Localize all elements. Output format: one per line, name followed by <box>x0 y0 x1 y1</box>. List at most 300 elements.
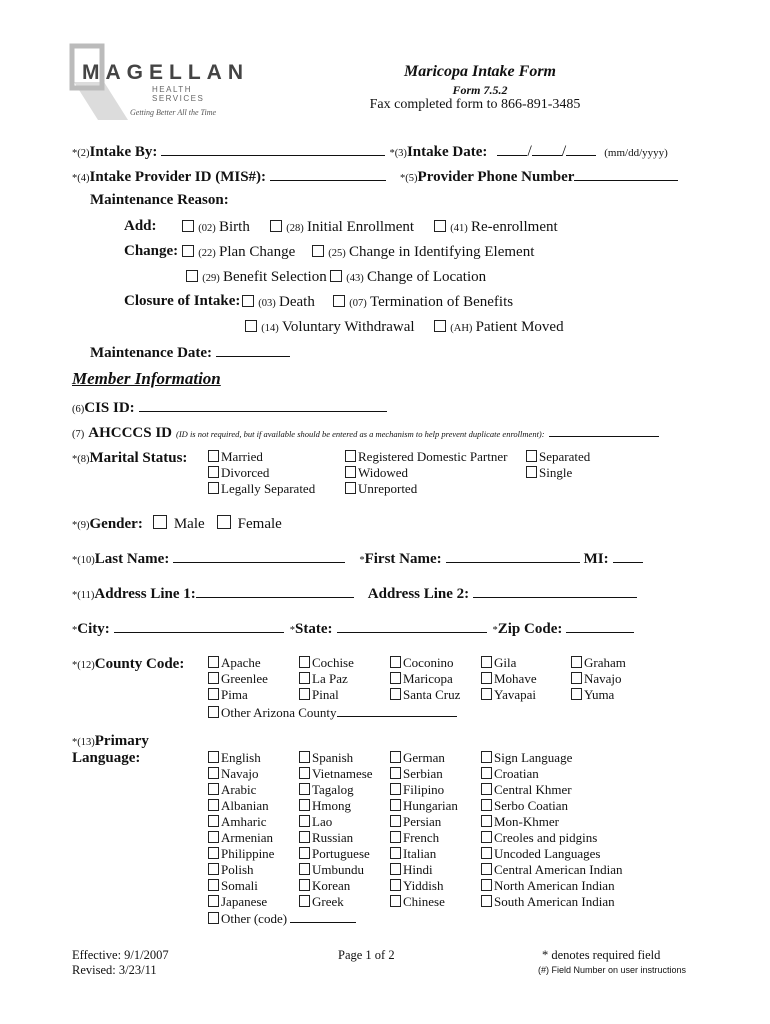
ahcccs-label: AHCCCS ID <box>88 425 173 441</box>
code-41: (41) <box>450 223 468 234</box>
footer-revised: Revised: 3/23/11 <box>72 963 157 977</box>
intake-by-label: Intake By: <box>89 144 158 160</box>
label-language-other: Other (code) <box>221 911 288 926</box>
provider-id-label: Intake Provider ID (MIS#): <box>89 169 267 185</box>
option-initial-enrollment[interactable] <box>270 219 414 236</box>
language-option[interactable] <box>208 766 259 782</box>
option-death[interactable] <box>242 294 315 311</box>
checkbox-benefit-selection[interactable] <box>186 270 198 282</box>
language-checkbox[interactable] <box>299 831 310 843</box>
language-option[interactable] <box>481 782 572 798</box>
label-single: Single <box>539 465 573 480</box>
intake-date-year[interactable] <box>566 143 596 156</box>
language-option[interactable] <box>390 798 458 814</box>
language-option[interactable] <box>481 750 572 766</box>
language-option[interactable] <box>390 846 436 862</box>
checkbox-divorced[interactable] <box>208 466 219 478</box>
intake-date-label: Intake Date: <box>406 144 488 160</box>
marital-domestic-partner[interactable] <box>345 449 507 465</box>
intake-by-field[interactable] <box>161 143 385 156</box>
language-checkbox[interactable] <box>481 799 492 811</box>
cis-num: (6) <box>72 404 85 415</box>
language-label: Central Khmer <box>494 782 572 797</box>
language-option[interactable] <box>481 862 623 878</box>
gender-label: Gender: <box>89 516 143 532</box>
company-logo <box>68 42 249 122</box>
label-unreported: Unreported <box>358 481 418 496</box>
language-checkbox[interactable] <box>481 767 492 779</box>
language-option[interactable] <box>299 894 344 910</box>
language-checkbox[interactable] <box>208 847 219 859</box>
county-label: Navajo <box>584 671 622 686</box>
mi-field[interactable] <box>613 550 643 563</box>
language-checkbox[interactable] <box>208 863 219 875</box>
language-option[interactable] <box>481 798 568 814</box>
language-checkbox[interactable] <box>208 783 219 795</box>
label-legally-separated: Legally Separated <box>221 481 316 496</box>
language-checkbox[interactable] <box>390 879 401 891</box>
code-43: (43) <box>346 273 364 284</box>
checkbox-married[interactable] <box>208 450 219 462</box>
language-other[interactable] <box>208 910 356 927</box>
county-checkbox[interactable] <box>390 688 401 700</box>
language-option[interactable] <box>208 846 274 862</box>
county-label: Yavapai <box>494 687 537 702</box>
label-initial-enrollment: Initial Enrollment <box>307 219 415 235</box>
language-option[interactable] <box>481 846 601 862</box>
zip-field[interactable] <box>566 620 634 633</box>
county-checkbox[interactable] <box>571 688 582 700</box>
language-checkbox[interactable] <box>481 831 492 843</box>
language-option[interactable] <box>390 862 433 878</box>
county-option[interactable] <box>208 687 248 703</box>
code-22: (22) <box>198 248 216 259</box>
language-option[interactable] <box>208 814 266 830</box>
checkbox-plan-change[interactable] <box>182 245 194 257</box>
option-change-identifying[interactable] <box>312 244 534 261</box>
language-checkbox[interactable] <box>299 895 310 907</box>
language-num: *(13) <box>72 737 95 748</box>
language-option[interactable] <box>208 862 254 878</box>
provider-id-field[interactable] <box>270 168 386 181</box>
intake-row-2 <box>72 168 678 186</box>
county-label: Maricopa <box>403 671 453 686</box>
county-checkbox[interactable] <box>481 672 492 684</box>
label-domestic-partner: Registered Domestic Partner <box>358 449 508 464</box>
language-option[interactable] <box>299 878 350 894</box>
intake-date-month[interactable] <box>497 143 527 156</box>
option-plan-change[interactable] <box>182 244 295 261</box>
checkbox-male[interactable] <box>153 515 167 529</box>
county-option[interactable] <box>299 655 354 671</box>
language-checkbox[interactable] <box>299 799 310 811</box>
marital-num: *(8) <box>72 454 90 465</box>
language-option[interactable] <box>390 878 443 894</box>
label-male: Male <box>173 516 205 532</box>
language-option[interactable] <box>208 750 261 766</box>
language-label: Italian <box>403 846 437 861</box>
language-checkbox[interactable] <box>208 799 219 811</box>
county-checkbox[interactable] <box>481 656 492 668</box>
language-checkbox[interactable] <box>390 895 401 907</box>
option-patient-moved[interactable] <box>434 319 564 336</box>
language-option[interactable] <box>299 782 354 798</box>
language-checkbox[interactable] <box>481 783 492 795</box>
label-county-other: Other Arizona County <box>221 705 337 720</box>
language-checkbox[interactable] <box>299 783 310 795</box>
language-checkbox[interactable] <box>390 831 401 843</box>
label-married: Married <box>221 449 263 464</box>
code-02: (02) <box>198 223 216 234</box>
language-label: Tagalog <box>312 782 354 797</box>
checkbox-re-enrollment[interactable] <box>434 220 446 232</box>
address-num: *(11) <box>72 590 95 601</box>
county-num: *(12) <box>72 660 95 671</box>
checkbox-termination[interactable] <box>333 295 345 307</box>
language-label: English <box>221 750 261 765</box>
code-07: (07) <box>349 298 367 309</box>
county-label: Greenlee <box>221 671 268 686</box>
provider-phone-num: *(5) <box>400 173 418 184</box>
county-other-field[interactable] <box>337 704 457 717</box>
language-label: Mon-Khmer <box>494 814 559 829</box>
county-label: Apache <box>221 655 261 670</box>
cis-label: CIS ID: <box>84 400 135 416</box>
closure-label: Closure of Intake: <box>124 293 241 309</box>
language-label: Serbo Coatian <box>494 798 569 813</box>
checkbox-change-identifying[interactable] <box>312 245 324 257</box>
marital-single[interactable] <box>526 465 572 481</box>
language-checkbox[interactable] <box>299 863 310 875</box>
county-label: Cochise <box>312 655 354 670</box>
language-option[interactable] <box>208 782 256 798</box>
checkbox-domestic-partner[interactable] <box>345 450 356 462</box>
provider-phone-label: Provider Phone Number <box>417 169 575 185</box>
county-label: Graham <box>584 655 626 670</box>
checkbox-single[interactable] <box>526 466 537 478</box>
code-29: (29) <box>202 273 220 284</box>
county-option[interactable] <box>299 671 348 687</box>
language-label: Chinese <box>403 894 445 909</box>
maintenance-reason-label: Maintenance Reason: <box>90 192 229 208</box>
option-change-location[interactable] <box>330 269 486 286</box>
county-option[interactable] <box>390 671 453 687</box>
county-option[interactable] <box>571 671 622 687</box>
language-option[interactable] <box>481 878 615 894</box>
language-label: Persian <box>403 814 442 829</box>
language-label: Greek <box>312 894 344 909</box>
language-label: Uncoded Languages <box>494 846 601 861</box>
last-name-label: Last Name: <box>94 551 170 567</box>
language-label: Creoles and pidgins <box>494 830 598 845</box>
fax-instructions: Fax completed form to 866-891-3485 <box>369 97 581 112</box>
language-label: Hindi <box>403 862 433 877</box>
option-voluntary-withdrawal[interactable] <box>245 319 415 336</box>
language-label: North American Indian <box>494 878 615 893</box>
county-checkbox[interactable] <box>481 688 492 700</box>
language-checkbox[interactable] <box>481 879 492 891</box>
language-option[interactable] <box>481 830 597 846</box>
language-label: French <box>403 830 440 845</box>
footer-required: * denotes required field <box>542 948 661 962</box>
label-re-enrollment: Re-enrollment <box>471 219 558 235</box>
county-label: Santa Cruz <box>403 687 461 702</box>
code-28: (28) <box>286 223 304 234</box>
language-label: Central American Indian <box>494 862 623 877</box>
state-field[interactable] <box>337 620 487 633</box>
option-termination[interactable] <box>333 294 513 311</box>
county-option[interactable] <box>208 671 268 687</box>
language-label: Armenian <box>221 830 273 845</box>
language-label-1: Primary <box>94 733 149 749</box>
language-checkbox[interactable] <box>208 751 219 763</box>
county-label: Yuma <box>584 687 615 702</box>
county-option[interactable] <box>390 655 454 671</box>
maintenance-date-field[interactable] <box>216 344 290 357</box>
language-label: Vietnamese <box>312 766 373 781</box>
label-widowed: Widowed <box>358 465 409 480</box>
language-checkbox[interactable] <box>299 815 310 827</box>
marital-unreported[interactable] <box>345 481 417 497</box>
language-checkbox[interactable] <box>299 751 310 763</box>
language-checkbox[interactable] <box>208 831 219 843</box>
state-star: * <box>289 625 295 636</box>
footer-field-note: (#) Field Number on user instructions <box>538 965 687 975</box>
option-birth[interactable] <box>182 219 250 236</box>
language-checkbox[interactable] <box>481 895 492 907</box>
intake-by-num: *(2) <box>72 148 90 159</box>
marital-legally-separated[interactable] <box>208 481 315 497</box>
address-row <box>72 585 637 603</box>
county-checkbox[interactable] <box>390 672 401 684</box>
gender-row <box>72 515 282 533</box>
logo-company: MAGELLAN <box>82 61 249 84</box>
label-patient-moved: Patient Moved <box>475 319 564 335</box>
label-change-identifying: Change in Identifying Element <box>349 244 535 260</box>
code-25: (25) <box>328 248 346 259</box>
language-checkbox[interactable] <box>390 751 401 763</box>
language-checkbox[interactable] <box>299 879 310 891</box>
language-checkbox[interactable] <box>208 815 219 827</box>
language-label: Russian <box>312 830 354 845</box>
member-section-title: Member Information <box>72 369 221 388</box>
county-option[interactable] <box>208 655 261 671</box>
checkbox-legally-separated[interactable] <box>208 482 219 494</box>
language-checkbox[interactable] <box>481 847 492 859</box>
county-option[interactable] <box>481 687 536 703</box>
language-checkbox[interactable] <box>390 799 401 811</box>
code-ah: (AH) <box>450 323 473 334</box>
address2-label: Address Line 2: <box>367 586 470 602</box>
zip-label: Zip Code: <box>497 621 563 637</box>
county-option[interactable] <box>481 671 537 687</box>
language-checkbox[interactable] <box>390 783 401 795</box>
county-other[interactable] <box>208 704 457 721</box>
ahcccs-field[interactable] <box>549 424 659 437</box>
first-name-star: * <box>359 555 365 566</box>
language-checkbox[interactable] <box>299 847 310 859</box>
county-label: Pinal <box>312 687 339 702</box>
language-option[interactable] <box>299 814 332 830</box>
marital-label-row <box>72 449 187 467</box>
checkbox-birth[interactable] <box>182 220 194 232</box>
language-option[interactable] <box>481 894 615 910</box>
provider-phone-field[interactable] <box>574 168 678 181</box>
language-checkbox[interactable] <box>208 895 219 907</box>
label-plan-change: Plan Change <box>219 244 296 260</box>
county-label: Pima <box>221 687 248 702</box>
change-label: Change: <box>124 243 179 259</box>
county-checkbox[interactable] <box>208 688 219 700</box>
language-checkbox[interactable] <box>481 815 492 827</box>
language-label: Croatian <box>494 766 539 781</box>
checkbox-initial-enrollment[interactable] <box>270 220 282 232</box>
marital-married[interactable] <box>208 449 263 465</box>
maintenance-date-row <box>90 344 290 362</box>
label-termination: Termination of Benefits <box>370 294 514 310</box>
mi-label: MI: <box>583 551 609 567</box>
intake-date-num: *(3) <box>389 148 407 159</box>
language-label: Umbundu <box>312 862 364 877</box>
county-checkbox[interactable] <box>208 672 219 684</box>
footer-effective: Effective: 9/1/2007 <box>72 948 169 962</box>
language-option[interactable] <box>390 750 445 766</box>
county-checkbox[interactable] <box>299 672 310 684</box>
language-option[interactable] <box>390 814 441 830</box>
checkbox-unreported[interactable] <box>345 482 356 494</box>
language-label: Amharic <box>221 814 267 829</box>
city-field[interactable] <box>114 620 284 633</box>
language-other-field[interactable] <box>290 910 356 923</box>
language-checkbox[interactable] <box>390 847 401 859</box>
county-checkbox[interactable] <box>299 656 310 668</box>
county-label-row <box>72 655 184 673</box>
language-option[interactable] <box>390 782 444 798</box>
state-label: State: <box>295 621 333 637</box>
language-checkbox[interactable] <box>390 767 401 779</box>
county-option[interactable] <box>571 687 614 703</box>
language-option[interactable] <box>299 750 353 766</box>
cis-field[interactable] <box>139 399 387 412</box>
language-option[interactable] <box>481 766 539 782</box>
label-voluntary-withdrawal: Voluntary Withdrawal <box>282 319 415 335</box>
language-label-block <box>72 732 149 767</box>
marital-widowed[interactable] <box>345 465 408 481</box>
county-checkbox[interactable] <box>208 656 219 668</box>
county-checkbox[interactable] <box>299 688 310 700</box>
checkbox-patient-moved[interactable] <box>434 320 446 332</box>
address1-label: Address Line 1: <box>94 586 196 602</box>
last-name-field[interactable] <box>173 550 345 563</box>
address1-field[interactable] <box>196 585 354 598</box>
county-option[interactable] <box>299 687 339 703</box>
checkbox-separated[interactable] <box>526 450 537 462</box>
county-checkbox[interactable] <box>571 672 582 684</box>
language-label: Polish <box>221 862 254 877</box>
checkbox-widowed[interactable] <box>345 466 356 478</box>
language-option[interactable] <box>390 830 439 846</box>
language-label: German <box>403 750 445 765</box>
language-label: Philippine <box>221 846 275 861</box>
language-option[interactable] <box>208 878 258 894</box>
county-label: Coconino <box>403 655 454 670</box>
language-label: Navajo <box>221 766 259 781</box>
language-option[interactable] <box>299 766 373 782</box>
form-number: Form 7.5.2 <box>452 83 508 97</box>
county-option[interactable] <box>390 687 460 703</box>
intake-date-day[interactable] <box>532 143 562 156</box>
label-change-location: Change of Location <box>367 269 487 285</box>
ahcccs-note: (ID is not required, but if available should be entered as a mechanism to help prevent duplicate enrollment): <box>176 429 545 439</box>
label-death: Death <box>279 294 315 310</box>
gender-num: *(9) <box>72 520 90 531</box>
county-option[interactable] <box>571 655 626 671</box>
language-option[interactable] <box>208 830 273 846</box>
footer-page: Page 1 of 2 <box>338 948 395 962</box>
language-option[interactable] <box>299 846 370 862</box>
language-label-2: Language: <box>72 750 141 766</box>
code-03: (03) <box>258 298 276 309</box>
cis-row <box>72 399 387 417</box>
form-title: Maricopa Intake Form <box>403 63 556 80</box>
county-label: Gila <box>494 655 517 670</box>
language-option[interactable] <box>299 830 353 846</box>
language-option[interactable] <box>390 894 445 910</box>
first-name-field[interactable] <box>446 550 580 563</box>
marital-separated[interactable] <box>526 449 590 465</box>
language-label: Somali <box>221 878 258 893</box>
address2-field[interactable] <box>473 585 637 598</box>
language-label: Japanese <box>221 894 268 909</box>
language-checkbox[interactable] <box>481 751 492 763</box>
language-option[interactable] <box>481 814 559 830</box>
logo-tagline: Getting Better All the Time <box>130 108 217 117</box>
ahcccs-num: (7) <box>72 429 85 440</box>
option-benefit-selection[interactable] <box>186 269 327 286</box>
last-name-num: *(10) <box>72 555 95 566</box>
county-checkbox[interactable] <box>390 656 401 668</box>
language-option[interactable] <box>208 798 269 814</box>
checkbox-female[interactable] <box>217 515 231 529</box>
language-checkbox[interactable] <box>299 767 310 779</box>
language-label: Hmong <box>312 798 351 813</box>
checkbox-change-location[interactable] <box>330 270 342 282</box>
language-label: South American Indian <box>494 894 615 909</box>
checkbox-voluntary-withdrawal[interactable] <box>245 320 257 332</box>
option-re-enrollment[interactable] <box>434 219 558 236</box>
checkbox-language-other[interactable] <box>208 912 219 924</box>
language-label: Filipino <box>403 782 445 797</box>
county-checkbox[interactable] <box>571 656 582 668</box>
language-checkbox[interactable] <box>390 815 401 827</box>
checkbox-county-other[interactable] <box>208 706 219 718</box>
county-option[interactable] <box>481 655 516 671</box>
language-option[interactable] <box>299 862 364 878</box>
language-checkbox[interactable] <box>208 767 219 779</box>
language-option[interactable] <box>208 894 267 910</box>
marital-divorced[interactable] <box>208 465 269 481</box>
first-name-label: First Name: <box>364 551 442 567</box>
language-label: Korean <box>312 878 351 893</box>
language-label: Arabic <box>221 782 257 797</box>
checkbox-death[interactable] <box>242 295 254 307</box>
language-option[interactable] <box>299 798 351 814</box>
language-option[interactable] <box>390 766 443 782</box>
language-checkbox[interactable] <box>208 879 219 891</box>
language-checkbox[interactable] <box>481 863 492 875</box>
language-checkbox[interactable] <box>390 863 401 875</box>
language-label: Hungarian <box>403 798 458 813</box>
